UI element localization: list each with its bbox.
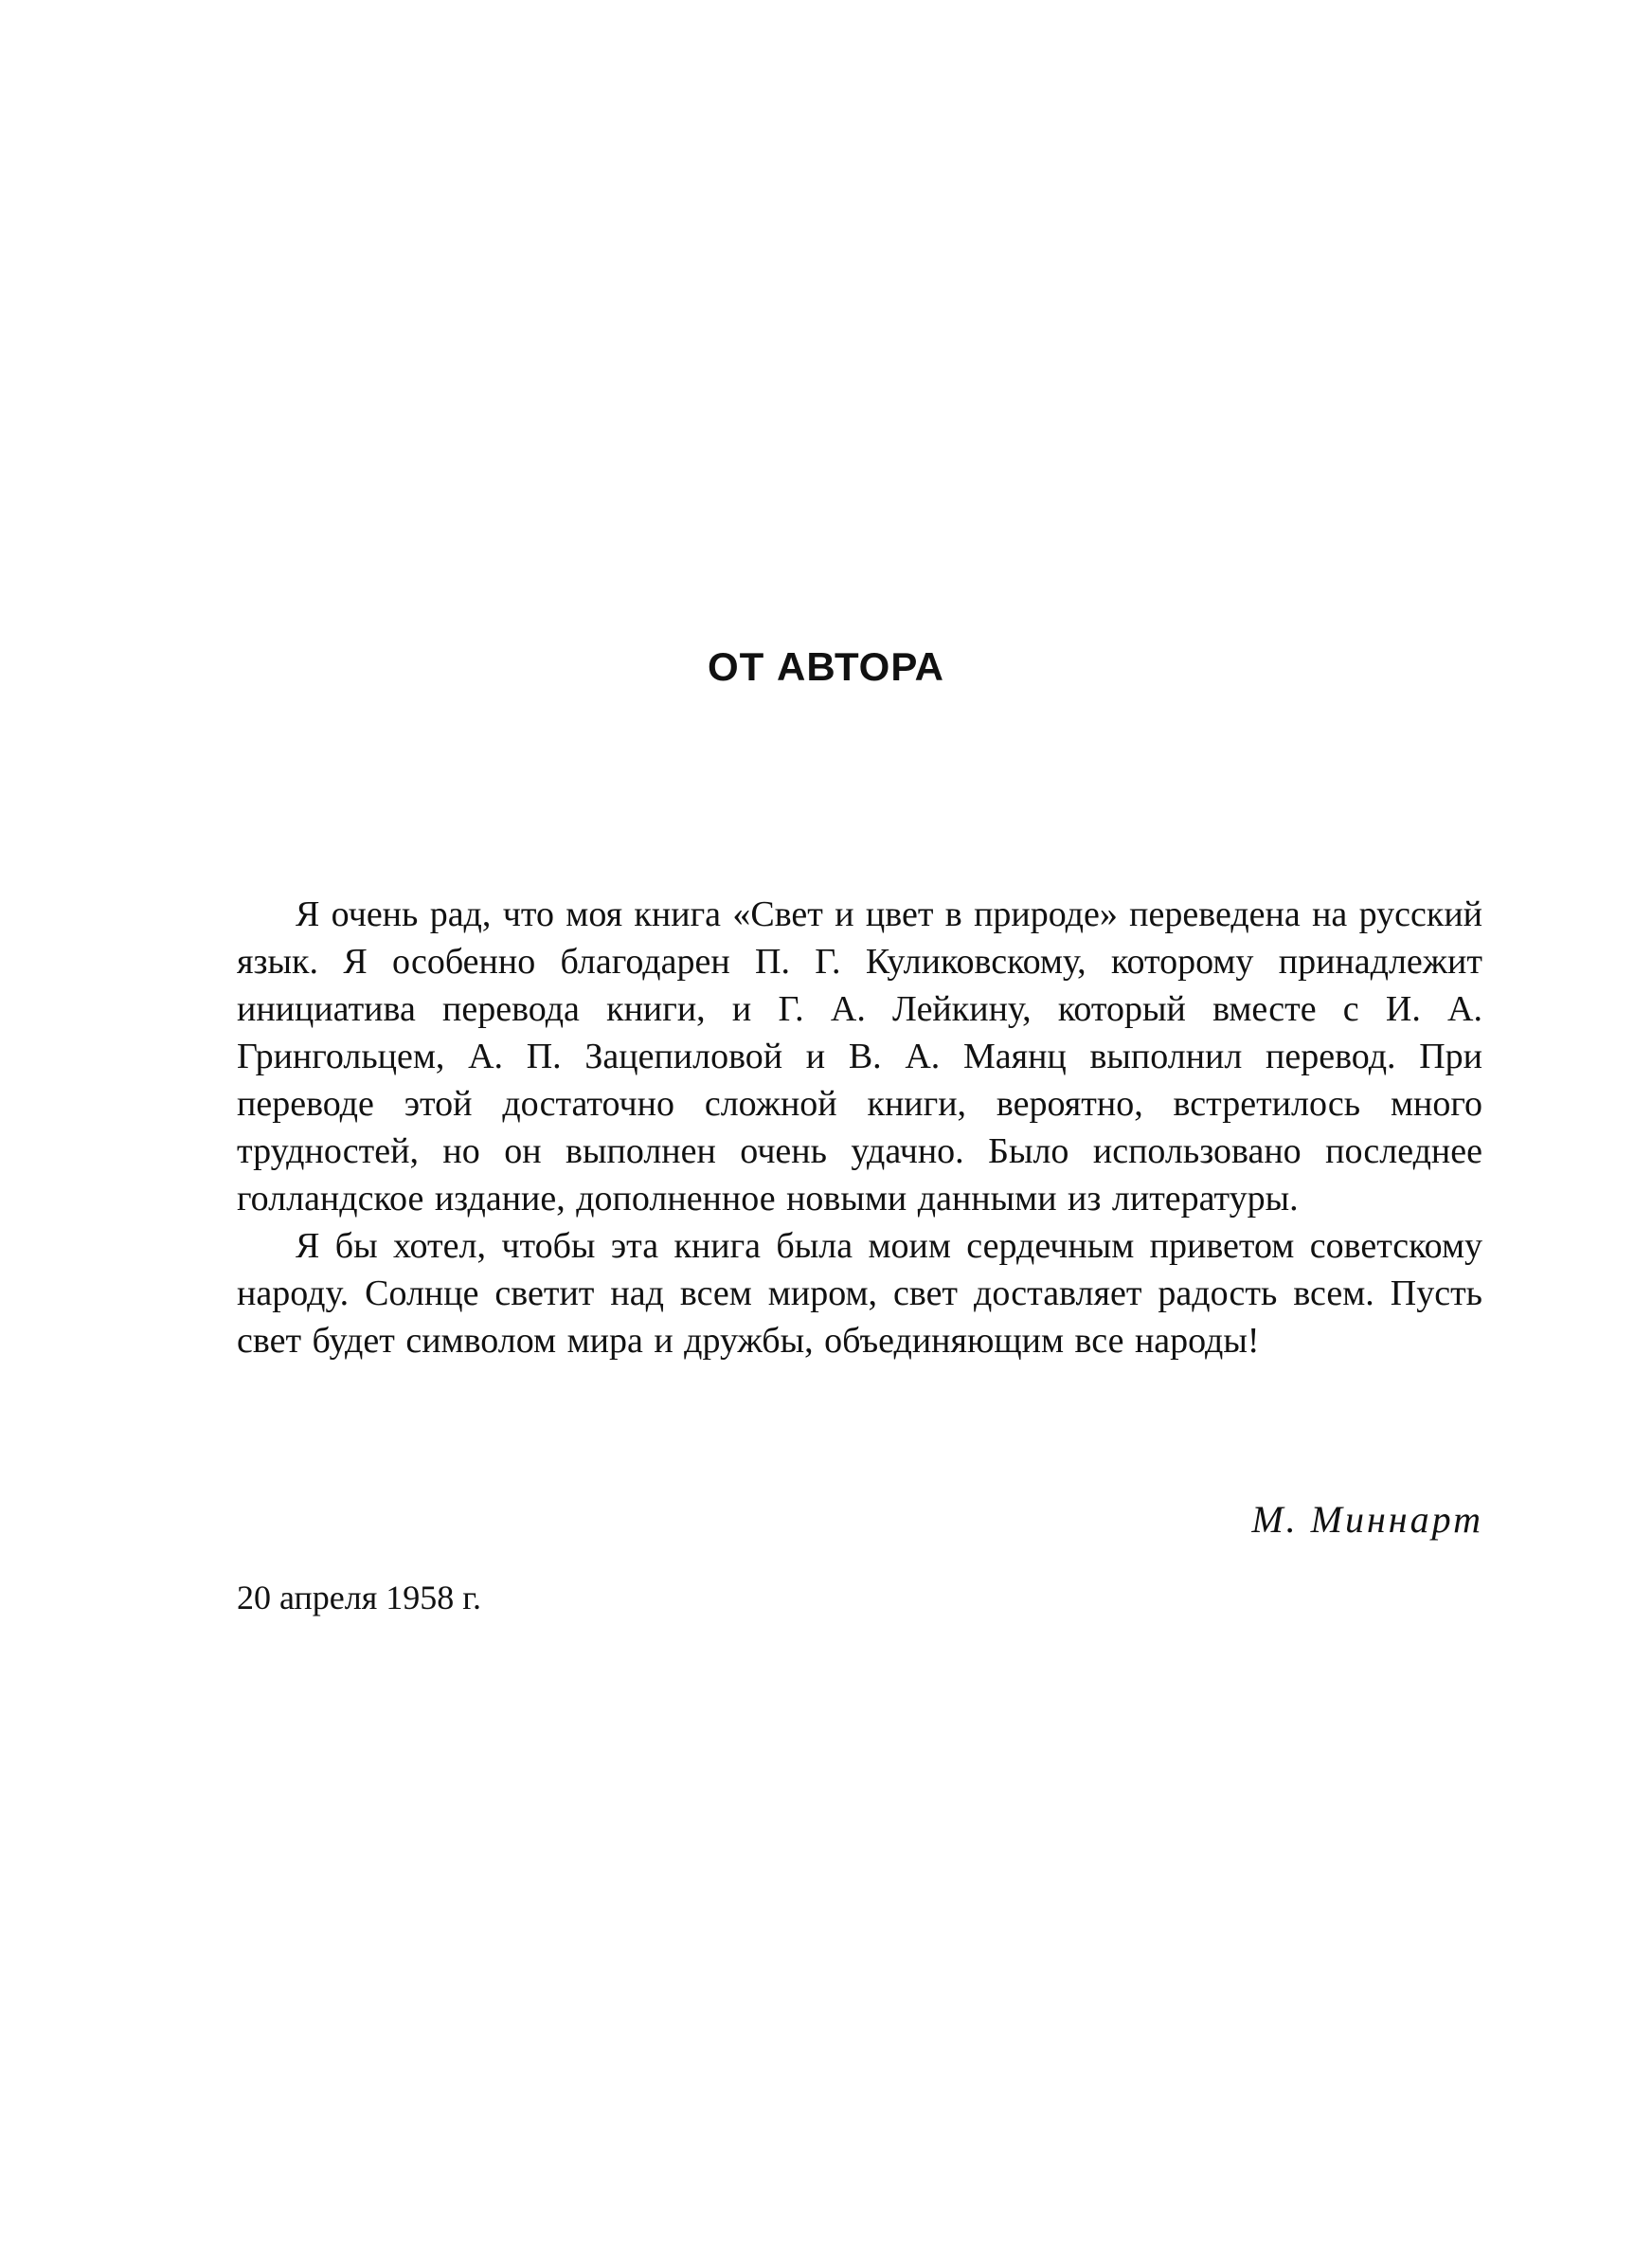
paragraph-2: Я бы хотел, чтобы эта книга была моим сердечным приветом советскому народу. Солнце светит над всем миром, свет доставляет радость всем. Пусть свет будет символом мира и дружбы, объединяющим все народы! [237,1226,1482,1361]
date-line: 20 апреля 1958 г. [237,1579,481,1616]
author-signature: М. Миннарт [1251,1498,1483,1541]
page-title: ОТ АВТОРА [708,644,944,689]
body-text [237,891,1482,1364]
paragraph-1: Я очень рад, что моя книга «Свет и цвет в природе» переведена на русский язык. Я особенно благодарен П. Г. Куликовскому, которому принадлежит инициатива перевода книги, и Г. А. Лейкину, который вместе с И. А. Грингольцем, А. П. Зацепиловой и В. А. Маянц выполнил перевод. При переводе этой достаточно сложной книги, вероятно, встретилось много трудностей, но он выполнен очень удачно. Было использовано последнее голландское издание, дополненное новыми данными из литературы. [237,894,1482,1219]
